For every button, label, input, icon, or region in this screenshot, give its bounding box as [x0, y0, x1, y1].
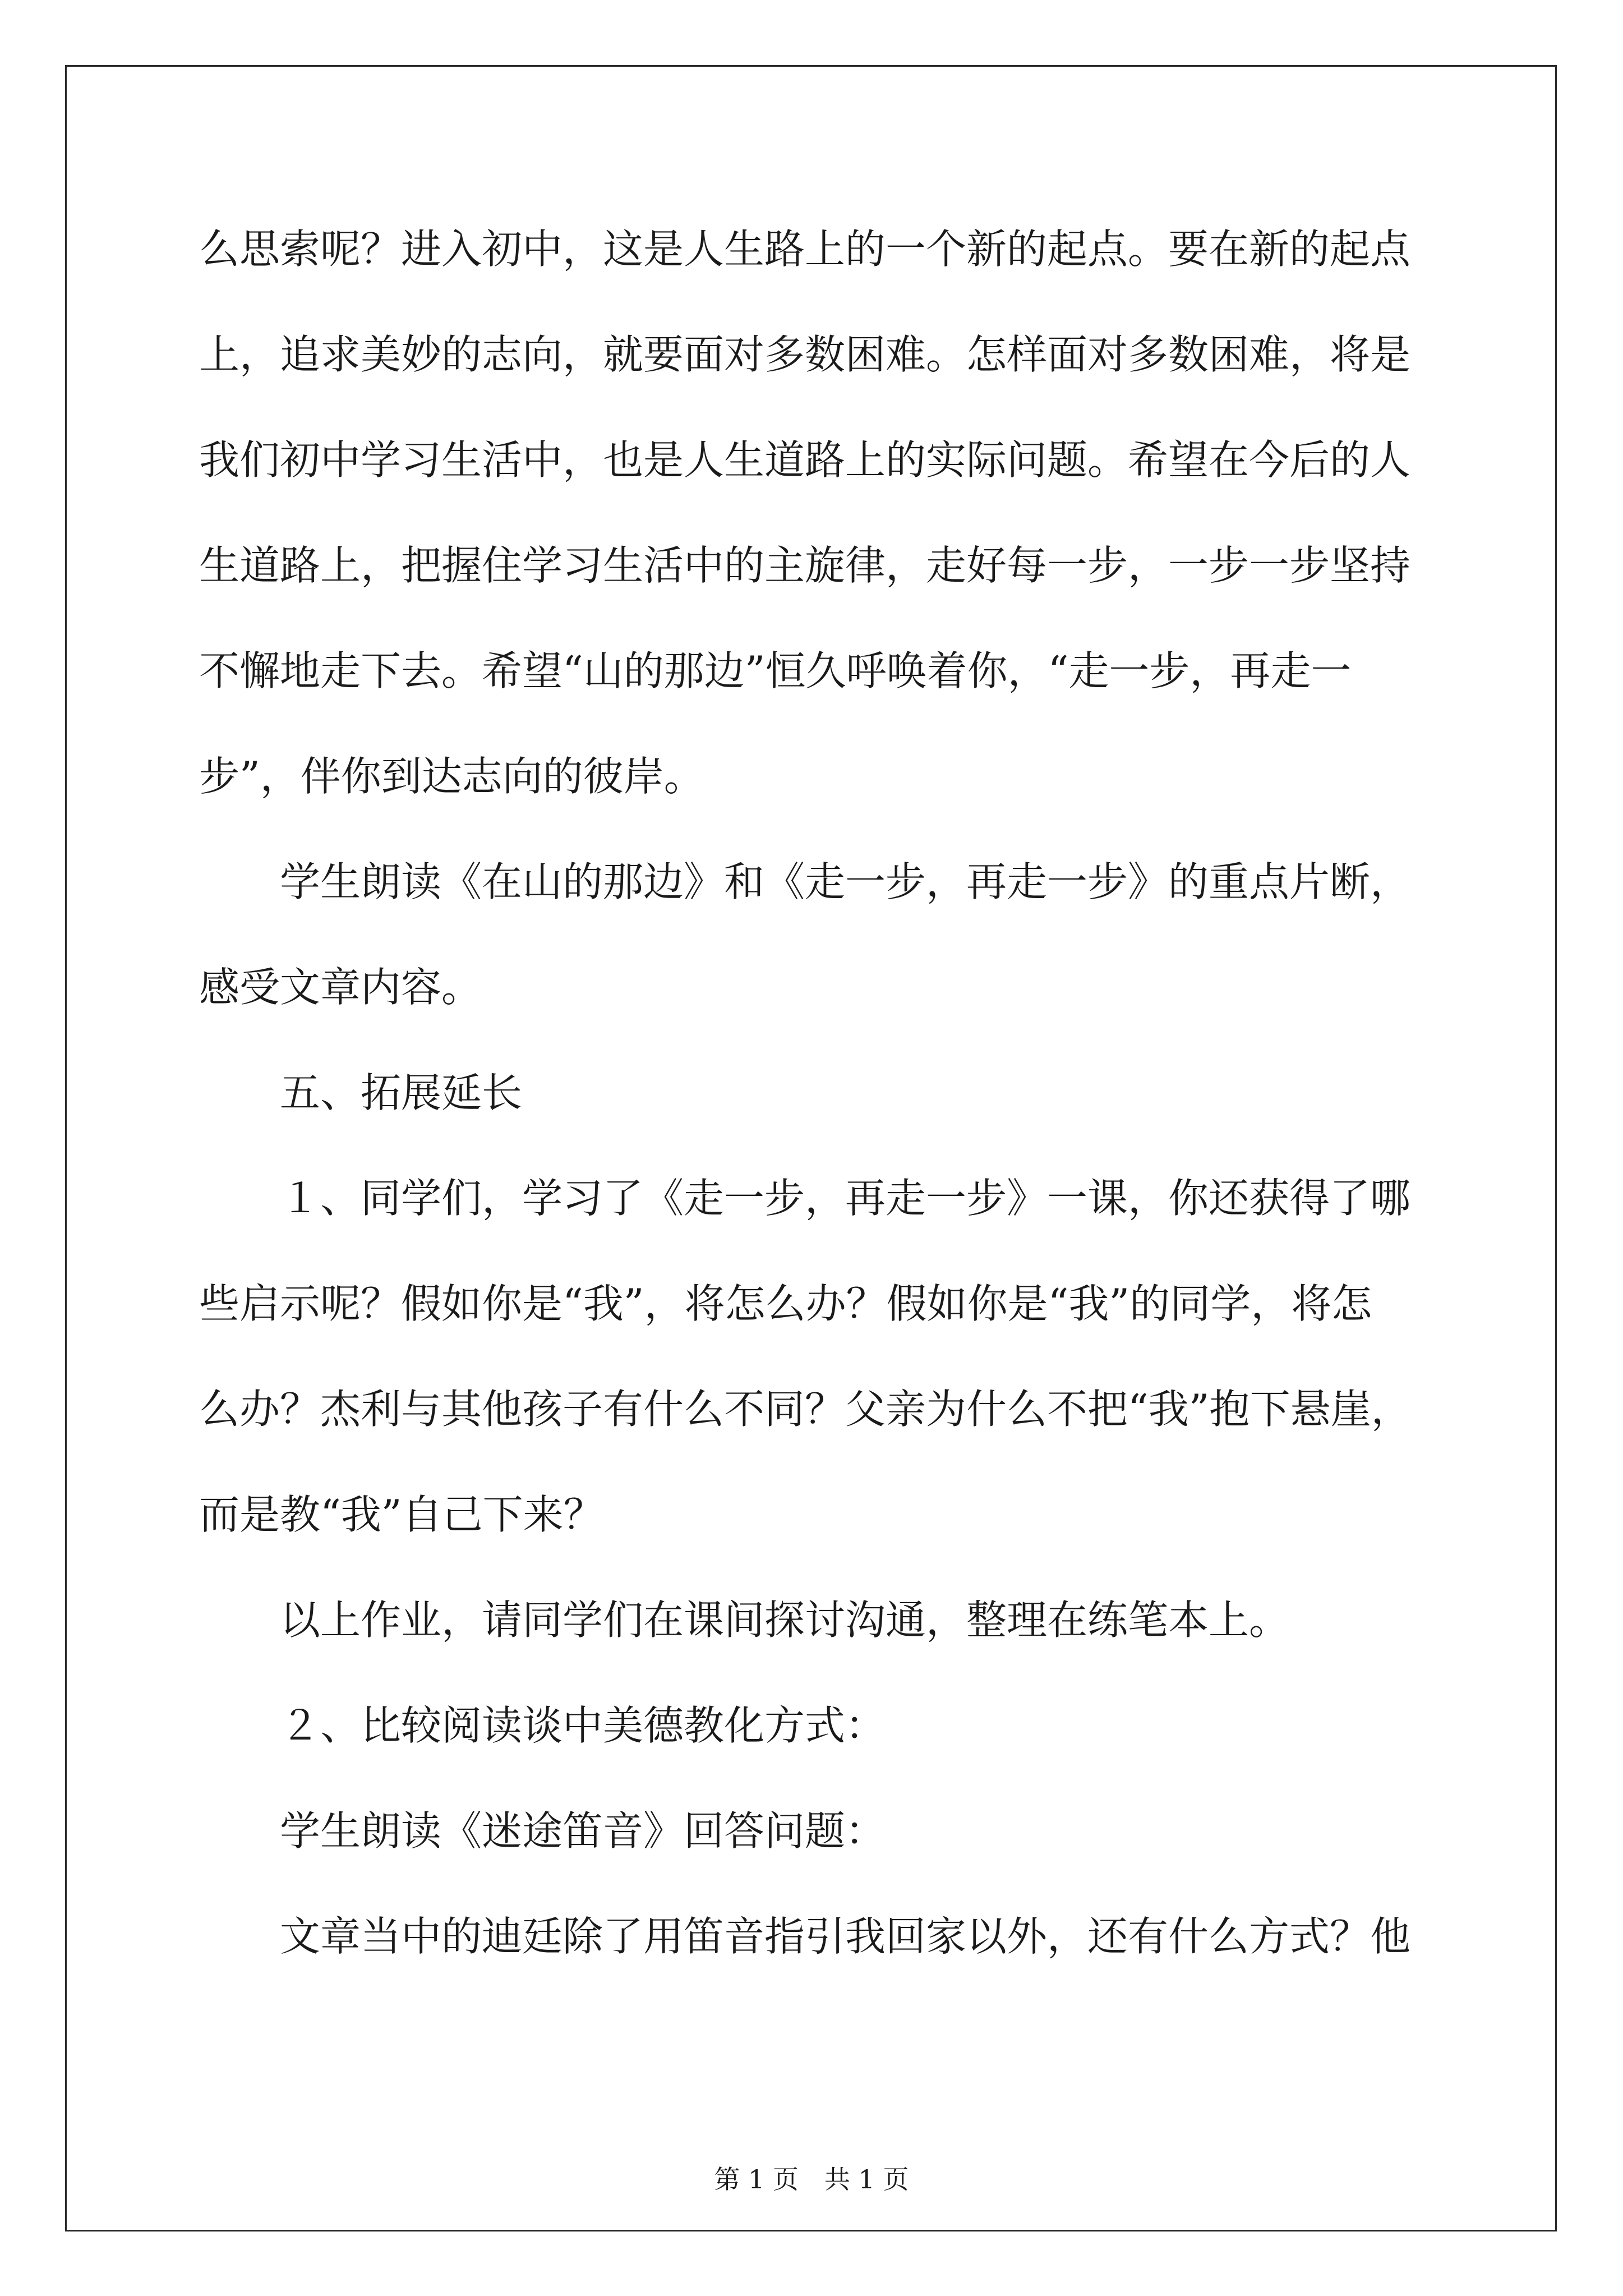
- body-line: 文章当中的迪廷除了用笛音指引我回家以外，还有什么方式？他: [199, 1913, 1411, 1960]
- body-line: 学生朗读《迷途笛音》回答问题：: [199, 1807, 886, 1855]
- body-line: 么思索呢？进入初中，这是人生路上的一个新的起点。要在新的起点: [199, 226, 1411, 273]
- body-line: 学生朗读《在山的那边》和《走一步，再走一步》的重点片断，: [199, 858, 1411, 905]
- body-line: 不懈地走下去。希望“山的那边”恒久呼唤着你，“走一步，再走一: [199, 647, 1352, 694]
- body-line: 步”，伴你到达志向的彼岸。: [199, 753, 704, 800]
- body-line: 么办？杰利与其他孩子有什么不同？父亲为什么不把“我”抱下悬崖，: [199, 1386, 1412, 1433]
- body-line: 生道路上，把握住学习生活中的主旋律，走好每一步，一步一步坚持: [199, 542, 1411, 589]
- section-heading: 五、拓展延长: [199, 1069, 523, 1116]
- page-number: 第 1 页 共 1 页: [714, 2164, 909, 2194]
- body-line: 而是教“我”自己下来？: [199, 1491, 604, 1538]
- body-line: 以上作业，请同学们在课间探讨沟通，整理在练笔本上。: [199, 1596, 1290, 1644]
- body-line: １、同学们，学习了《走一步，再走一步》一课，你还获得了哪: [199, 1175, 1411, 1222]
- body-line: 些启示呢？假如你是“我”，将怎么办？假如你是“我”的同学，将怎: [199, 1280, 1372, 1327]
- body-line: 我们初中学习生活中，也是人生道路上的实际问题。希望在今后的人: [199, 436, 1411, 484]
- body-line: 上，追求美妙的志向，就要面对多数困难。怎样面对多数困难，将是: [199, 331, 1411, 378]
- body-line: ２、比较阅读谈中美德教化方式：: [199, 1702, 886, 1749]
- body-line: 感受文章内容。: [199, 964, 482, 1011]
